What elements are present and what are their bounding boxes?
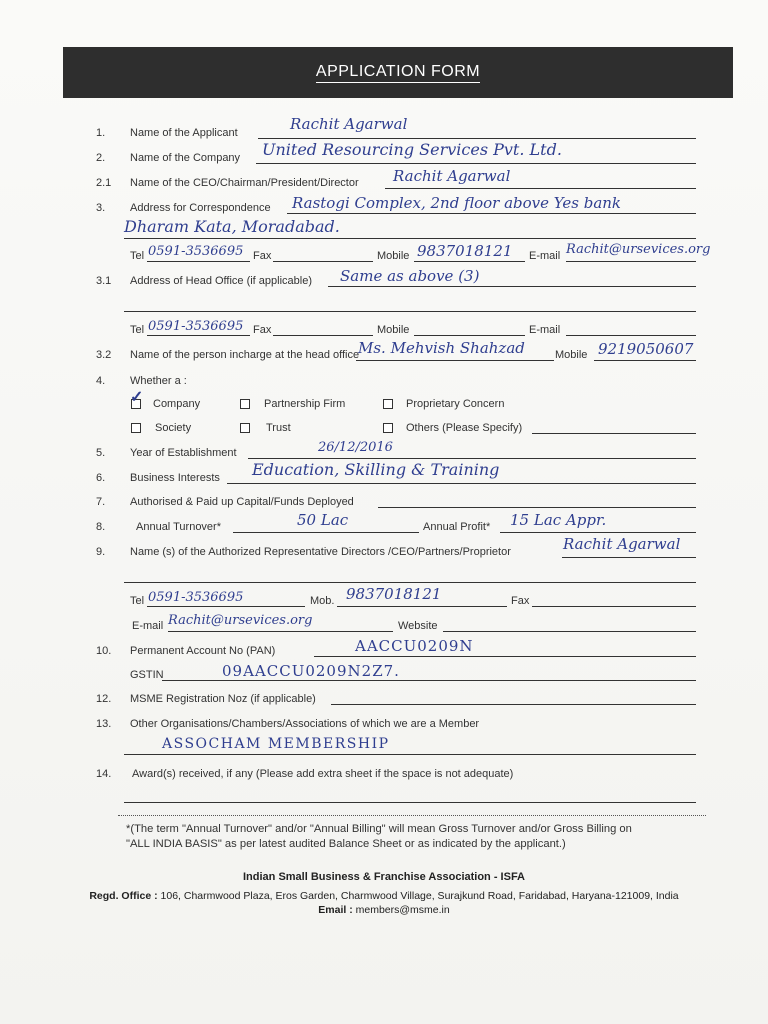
- field-line: [256, 163, 696, 164]
- proprietary-checkbox[interactable]: [383, 399, 393, 409]
- tel-value[interactable]: 0591-3536695: [148, 244, 244, 259]
- partnership-checkbox[interactable]: [240, 399, 250, 409]
- fax-label: Fax: [253, 250, 272, 262]
- field-number: 12.: [96, 693, 112, 705]
- field-line: [124, 311, 696, 312]
- field-label: Award(s) received, if any (Please add extra sheet if the space is not adequate): [132, 768, 514, 780]
- title-bar: [63, 47, 733, 98]
- tel-label: Tel: [130, 324, 145, 336]
- field-number: 3.2: [96, 349, 112, 361]
- tel-label: Tel: [130, 595, 145, 607]
- field-line: [356, 360, 554, 361]
- field-line: [337, 606, 507, 607]
- field-line: [566, 335, 696, 336]
- profit-value[interactable]: 15 Lac Appr.: [510, 511, 607, 529]
- address-value-line2[interactable]: Dharam Kata, Moradabad.: [124, 217, 340, 236]
- email-label: Email :: [318, 904, 353, 916]
- field-line: [500, 532, 696, 533]
- email-address: members@msme.in: [355, 904, 450, 916]
- ceo-name-value[interactable]: Rachit Agarwal: [393, 167, 511, 185]
- field-label: Name (s) of the Authorized Representative Directors /CEO/Partners/Proprietor: [130, 546, 511, 558]
- checkmark-icon: ✓: [130, 389, 144, 406]
- field-label: Business Interests: [130, 472, 220, 484]
- establishment-value[interactable]: 26/12/2016: [318, 440, 393, 455]
- mobile-label: Mobile: [377, 250, 410, 262]
- rep-tel-value[interactable]: 0591-3536695: [148, 590, 244, 605]
- website-label: Website: [398, 620, 438, 632]
- field-label: GSTIN: [130, 669, 164, 681]
- fax-label: Fax: [253, 324, 272, 336]
- form-title: APPLICATION FORM: [316, 63, 480, 83]
- field-line: [124, 802, 696, 803]
- option-label: Partnership Firm: [264, 398, 346, 410]
- field-line: [414, 335, 525, 336]
- field-line: [273, 261, 373, 262]
- field-line: [287, 213, 696, 214]
- company-name-value[interactable]: United Resourcing Services Pvt. Ltd.: [262, 140, 562, 159]
- field-number: 5.: [96, 447, 106, 459]
- footer-email: [0, 904, 768, 916]
- field-line: [233, 532, 419, 533]
- field-label: Authorised & Paid up Capital/Funds Deployed: [130, 496, 354, 508]
- email-label: E-mail: [529, 324, 561, 336]
- field-line: [248, 458, 696, 459]
- footer-office: [0, 890, 768, 902]
- field-line: [162, 680, 696, 681]
- field-number: 6.: [96, 472, 106, 484]
- field-line: [385, 188, 696, 189]
- mobile-value[interactable]: 9837018121: [417, 242, 513, 260]
- field-line: [124, 754, 696, 755]
- field-label: Name of the person incharge at the head office: [130, 349, 360, 361]
- field-number: 3.1: [96, 275, 112, 287]
- field-label: Permanent Account No (PAN): [130, 645, 276, 657]
- field-number: 8.: [96, 521, 106, 533]
- field-number: 4.: [96, 375, 106, 387]
- field-line: [147, 606, 305, 607]
- field-line: [124, 238, 696, 239]
- option-label: Trust: [266, 422, 291, 434]
- pan-value[interactable]: AACCU0209N: [355, 637, 474, 655]
- field-line: [147, 335, 250, 336]
- option-label: Others (Please Specify): [406, 422, 523, 434]
- option-label: Society: [155, 422, 192, 434]
- field-number: 2.: [96, 152, 106, 164]
- rep-email-value[interactable]: Rachit@ursevices.org: [168, 613, 313, 628]
- field-line: [168, 631, 393, 632]
- field-line: [532, 433, 696, 434]
- field-label: Address for Correspondence: [130, 202, 271, 214]
- gstin-value[interactable]: 09AACCU0209N2Z7.: [222, 662, 400, 680]
- tel-label: Tel: [130, 250, 145, 262]
- option-label: Company: [153, 398, 201, 410]
- field-line: [532, 606, 696, 607]
- email-label: E-mail: [529, 250, 561, 262]
- field-number: 9.: [96, 546, 106, 558]
- field-number: 13.: [96, 718, 112, 730]
- field-number: 7.: [96, 496, 106, 508]
- applicant-name-value[interactable]: Rachit Agarwal: [290, 115, 408, 133]
- business-interests-value[interactable]: Education, Skilling & Training: [252, 460, 500, 479]
- field-line: [331, 704, 696, 705]
- field-number: 2.1: [96, 177, 112, 189]
- field-number: 10.: [96, 645, 112, 657]
- field-number: 3.: [96, 202, 106, 214]
- field-line: [273, 335, 373, 336]
- rep-mob-value[interactable]: 9837018121: [346, 585, 442, 603]
- field-line: [378, 507, 696, 508]
- field-line: [328, 286, 696, 287]
- others-checkbox[interactable]: [383, 423, 393, 433]
- turnover-value[interactable]: 50 Lac: [297, 511, 349, 529]
- mobile-label: Mobile: [377, 324, 410, 336]
- field-label: MSME Registration Noz (if applicable): [130, 693, 316, 705]
- field-line: [562, 557, 696, 558]
- fax-label: Fax: [511, 595, 530, 607]
- society-checkbox[interactable]: [131, 423, 141, 433]
- footer-org: Indian Small Business & Franchise Association - ISFA: [243, 871, 525, 883]
- field-label: Name of the CEO/Chairman/President/Director: [130, 177, 359, 189]
- field-line: [414, 261, 525, 262]
- representative-value[interactable]: Rachit Agarwal: [563, 535, 681, 553]
- address-value[interactable]: Rastogi Complex, 2nd floor above Yes bank: [292, 194, 622, 212]
- note-line-2: "ALL INDIA BASIS" as per latest audited Balance Sheet or as indicated by the applicant.): [126, 838, 566, 850]
- field-line: [227, 483, 696, 484]
- field-label: Name of the Applicant: [130, 127, 238, 139]
- memberships-value[interactable]: ASSOCHAM MEMBERSHIP: [162, 736, 390, 752]
- turnover-note: [118, 815, 706, 862]
- field-line: [124, 582, 696, 583]
- field-label: Whether a :: [130, 375, 187, 387]
- field-number: 14.: [96, 768, 112, 780]
- mobile-label: Mobile: [555, 349, 588, 361]
- head-office-tel-value[interactable]: 0591-3536695: [148, 319, 244, 334]
- field-label: Other Organisations/Chambers/Associations of which we are a Member: [130, 718, 480, 730]
- field-line: [147, 261, 250, 262]
- trust-checkbox[interactable]: [240, 423, 250, 433]
- field-label: Annual Turnover*: [136, 521, 221, 533]
- field-label: Name of the Company: [130, 152, 241, 164]
- head-office-value[interactable]: Same as above (3): [340, 267, 480, 285]
- mob-label: Mob.: [310, 595, 335, 607]
- office-address: 106, Charmwood Plaza, Eros Garden, Charmwood Village, Surajkund Road, Faridabad, Haryana-121009, India: [160, 890, 679, 902]
- email-label: E-mail: [132, 620, 164, 632]
- field-line: [594, 360, 696, 361]
- field-label: Address of Head Office (if applicable): [130, 275, 312, 287]
- field-line: [443, 631, 696, 632]
- field-number: 1.: [96, 127, 106, 139]
- option-label: Proprietary Concern: [406, 398, 505, 410]
- field-line: [258, 138, 696, 139]
- field-line: [314, 656, 696, 657]
- incharge-mobile-value[interactable]: 9219050607: [598, 340, 694, 358]
- email-value[interactable]: Rachit@ursevices.org: [566, 242, 711, 257]
- note-line-1: *(The term "Annual Turnover" and/or "Annual Billing" will mean Gross Turnover and/or Gross Billing on: [126, 823, 632, 835]
- office-label: Regd. Office :: [89, 890, 158, 902]
- field-label: Year of Establishment: [130, 447, 237, 459]
- profit-label: Annual Profit*: [423, 521, 491, 533]
- field-line: [566, 261, 696, 262]
- incharge-name-value[interactable]: Ms. Mehvish Shahzad: [358, 339, 525, 357]
